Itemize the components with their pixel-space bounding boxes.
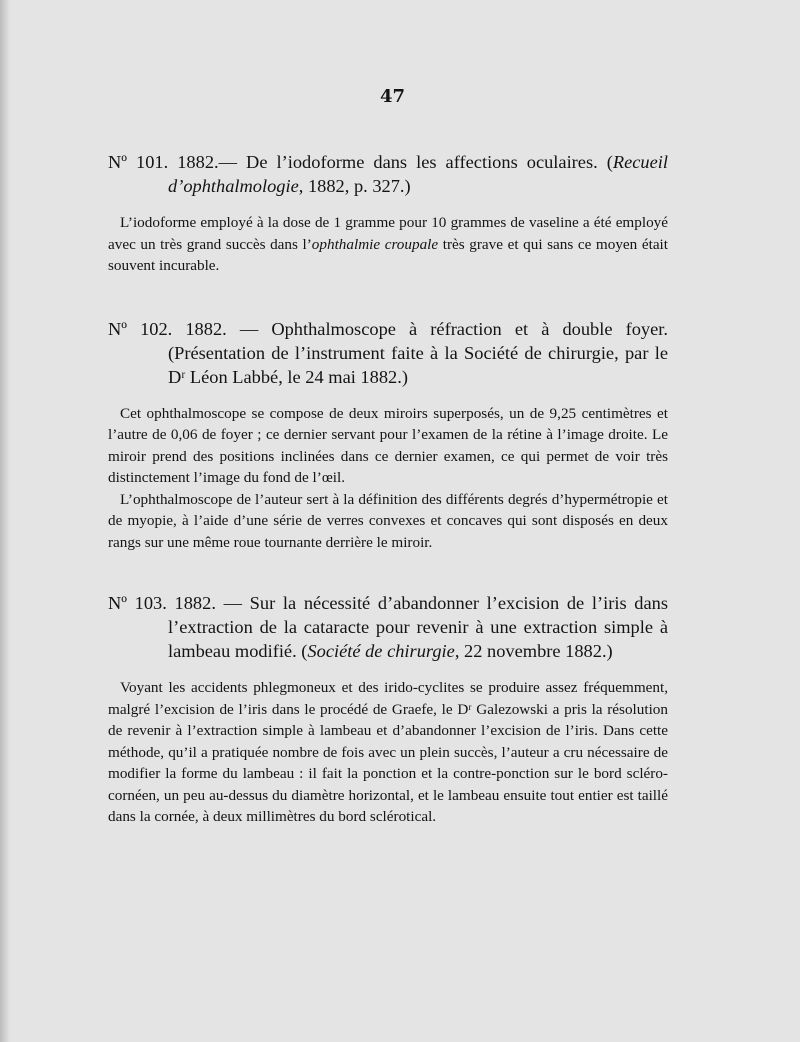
- entry-heading: [108, 317, 668, 389]
- entry-number: Nº 103.: [108, 593, 167, 613]
- entry-source-tail: , 1882, p. 327.): [298, 176, 411, 196]
- page-content: [108, 150, 668, 828]
- body-paragraph: L’ophthalmoscope de l’auteur sert à la définition des différents degrés d’hypermétropie et de myopie, à l’aide d’une série de verres convexes et concaves qui sont disposés en deux rangs sur une même roue tournante derrière le miroir.: [108, 490, 668, 551]
- entry-body: [108, 212, 668, 277]
- entry-number: Nº 102.: [108, 318, 173, 339]
- body-paragraph: Cet ophthalmoscope se compose de deux miroirs superposés, un de 9,25 centimètres et l’autre de 0,06 de foyer ; ce dernier servant pour l’examen de la rétine à l’image droite. Le miroir prend des positions inclinées dans ce dernier examen, ce qui permet de voir très distinctement l’image du fond de l’œil.: [108, 404, 668, 486]
- entry-year: 1882. —: [174, 593, 242, 613]
- body-text: L’iodoforme employé à la dose de 1 gramme pour 10 grammes de vaseline a été employé avec un très grand succès dans l’: [108, 214, 668, 253]
- entry-title: Ophthalmoscope à réfraction et à double foyer. (Présentation de l’instrument faite à la Société de chirurgie, par le Dʳ Léon Labbé, le 24 mai 1882.): [168, 318, 668, 387]
- entry-source-tail: , 22 novembre 1882.): [454, 641, 613, 661]
- scan-edge-shadow: [0, 0, 10, 1042]
- entry-103: [108, 591, 668, 828]
- entry-title: De l’iodoforme dans les affections oculaires. (: [246, 152, 613, 172]
- entry-year: 1882. —: [185, 318, 259, 339]
- entry-body: [108, 677, 668, 828]
- entry-body: [108, 403, 668, 554]
- entry-source: Société de chirurgie: [307, 641, 455, 661]
- entry-source: Recueil d’ophthalmologie: [168, 152, 669, 196]
- body-paragraph: [108, 212, 668, 277]
- body-text: très grave et qui sans ce moyen était souvent incurable.: [108, 235, 669, 274]
- entry-title: Sur la nécessité d’abandonner l’excision de l’iris dans l’extraction de la cataracte pour revenir à une extraction simple à lambeau modifié. (: [168, 593, 669, 661]
- entry-101: [108, 150, 668, 277]
- body-paragraph: Voyant les accidents phlegmoneux et des irido-cyclites se produire assez fréquemment, malgré l’excision de l’iris dans le procédé de Graefe, le Dʳ Galezowski a pris la résolution de revenir à l’extraction simple à lambeau et d’abandonner l’excision de l’iris. Dans cette méthode, qu’il a pratiquée nombre de fois avec un plein succès, l’auteur a cru nécessaire de modifier la forme du lambeau : il fait la ponction et la contre-ponction sur le bord scléro-cornéen, un peu au-dessus du diamètre horizontal, et le lambeau ensuite tout entier est taillé dans la cornée, à deux millimètres du bord sclérotical.: [108, 679, 668, 825]
- body-emphasis: ophthalmie croupale: [311, 235, 439, 253]
- entry-heading: [108, 150, 668, 198]
- entry-number: Nº 101.: [108, 152, 169, 172]
- page-number: 47: [380, 86, 406, 107]
- entry-102: [108, 317, 668, 554]
- entry-year: 1882.—: [177, 152, 238, 172]
- entry-heading: [108, 591, 668, 663]
